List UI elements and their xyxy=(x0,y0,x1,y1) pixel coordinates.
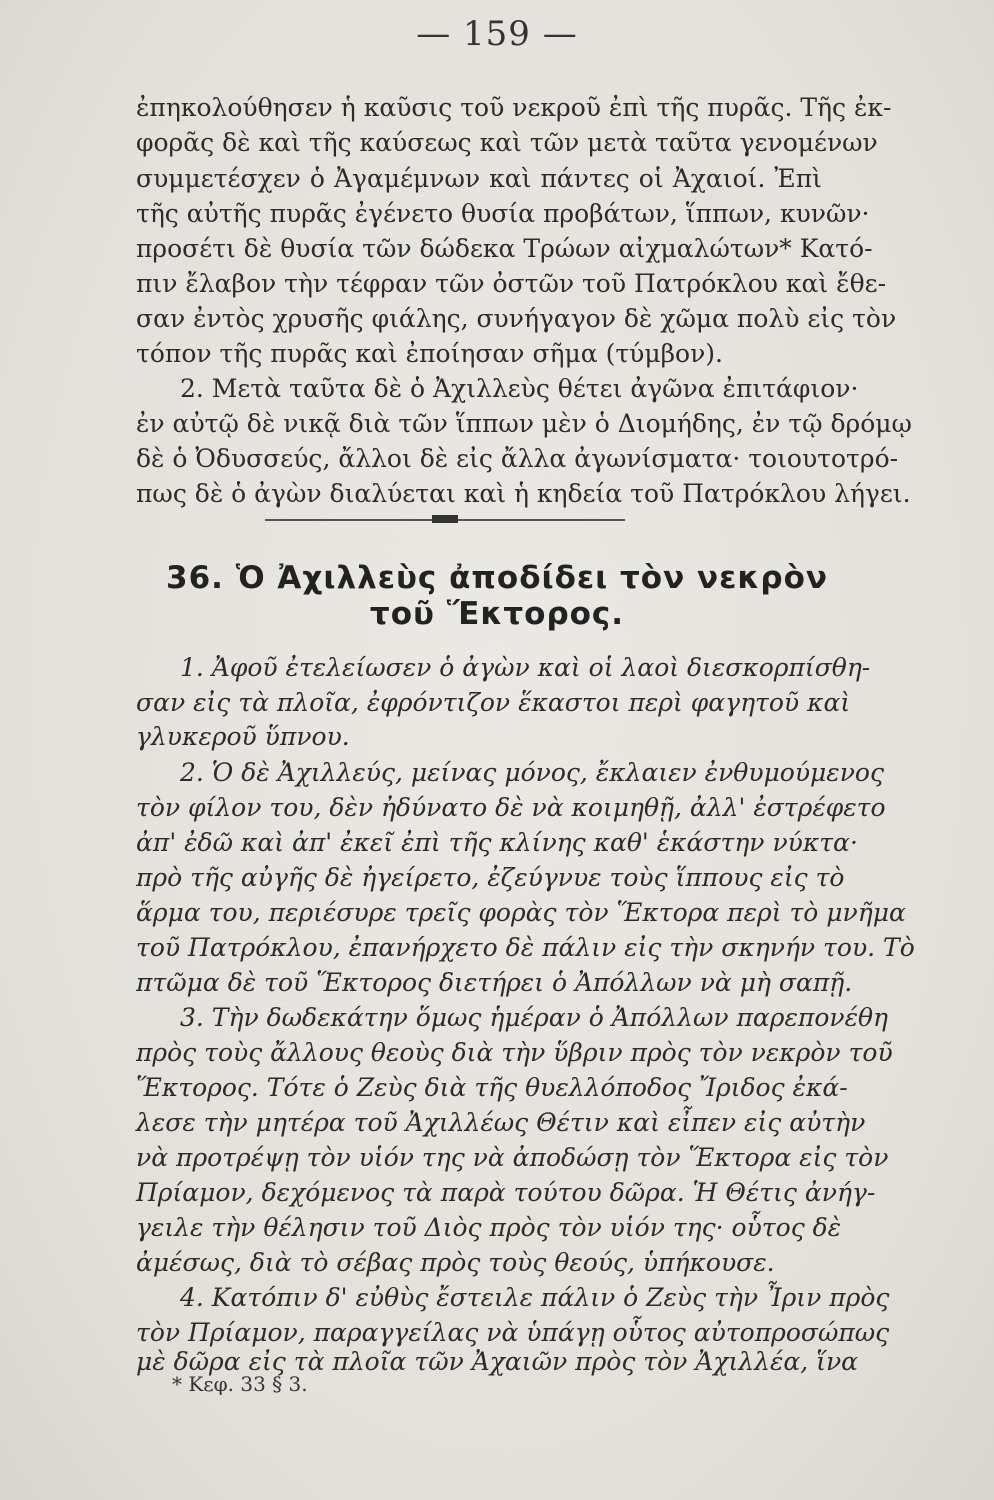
text-line: συμμετέσχεν ὁ Ἀγαμέμνων καὶ πάντες οἱ Ἀχαιοί. Ἐπὶ xyxy=(136,164,822,193)
divider-ornament xyxy=(432,515,458,523)
text-line: γειλε τὴν θέλησιν τοῦ Διὸς πρὸς τὸν υἱόν της· οὗτος δὲ xyxy=(136,1213,842,1242)
text-line: πιν ἔλαβον τὴν τέφραν τῶν ὀστῶν τοῦ Πατρόκλου καὶ ἔθε- xyxy=(136,269,887,298)
text-line: σαν ἐντὸς χρυσῆς φιάλης, συνήγαγον δὲ χῶμα πολὺ εἰς τὸν xyxy=(136,304,897,333)
text-line: προσέτι δὲ θυσία τῶν δώδεκα Τρώων αἰχμαλώτων* Κατό- xyxy=(136,234,873,263)
text-line: πρὸ τῆς αὐγῆς δὲ ἠγείρετο, ἐζεύγνυε τοὺς ἵππους εἰς τὸ xyxy=(136,863,845,892)
page-number: — 159 — xyxy=(416,14,578,54)
text-line: γλυκεροῦ ὕπνου. xyxy=(136,722,350,751)
text-line: τῆς αὐτῆς πυρᾶς ἐγένετο θυσία προβάτων, ἵππων, κυνῶν· xyxy=(136,199,870,228)
text-line: 2. Μετὰ ταῦτα δὲ ὁ Ἀχιλλεὺς θέτει ἀγῶνα ἐπιτάφιον· xyxy=(180,374,859,403)
section-heading-line-2: τοῦ Ἕκτορος. xyxy=(369,596,625,632)
text-line: 3. Τὴν δωδεκάτην ὅμως ἡμέραν ὁ Ἀπόλλων παρεπονέθη xyxy=(180,1003,889,1032)
text-line: ἐπηκολούθησεν ἡ καῦσις τοῦ νεκροῦ ἐπὶ τῆς πυρᾶς. Τῆς ἐκ- xyxy=(136,93,892,122)
text-line: 1. Ἀφοῦ ἐτελείωσεν ὁ ἀγὼν καὶ οἱ λαοὶ διεσκορπίσθη- xyxy=(180,653,871,682)
text-line: φορᾶς δὲ καὶ τῆς καύσεως καὶ τῶν μετὰ ταῦτα γενομένων xyxy=(136,128,878,157)
text-line: τὸν φίλον του, δὲν ἠδύνατο δὲ νὰ κοιμηθῇ, ἀλλ' ἐστρέφετο xyxy=(136,793,886,822)
text-line: πως δὲ ὁ ἀγὼν διαλύεται καὶ ἡ κηδεία τοῦ Πατρόκλου λήγει. xyxy=(136,479,911,508)
text-line: ἅρμα του, περιέσυρε τρεῖς φορὰς τὸν Ἕκτορα περὶ τὸ μνῆμα xyxy=(136,898,906,927)
text-line: τὸν Πρίαμον, παραγγείλας νὰ ὑπάγῃ οὗτος αὐτοπροσώπως xyxy=(136,1318,890,1347)
text-line: τοῦ Πατρόκλου, ἐπανήρχετο δὲ πάλιν εἰς τὴν σκηνήν του. Τὸ xyxy=(136,933,915,962)
text-line: τόπον τῆς πυρᾶς καὶ ἐποίησαν σῆμα (τύμβον). xyxy=(136,339,723,368)
section-heading-line-1: 36. Ὁ Ἀχιλλεὺς ἀποδίδει τὸν νεκρὸν xyxy=(166,560,828,596)
text-line: δὲ ὁ Ὀδυσσεύς, ἄλλοι δὲ εἰς ἄλλα ἀγωνίσματα· τοιουτοτρό- xyxy=(136,444,899,473)
text-line: ἀπ' ἐδῶ καὶ ἀπ' ἐκεῖ ἐπὶ τῆς κλίνης καθ' ἑκάστην νύκτα· xyxy=(136,828,858,857)
text-line: Ἕκτορος. Τότε ὁ Ζεὺς διὰ τῆς θυελλόποδος Ἴριδος ἐκά- xyxy=(136,1073,848,1102)
footnote: * Κεφ. 33 § 3. xyxy=(172,1372,308,1396)
text-line: πτῶμα δὲ τοῦ Ἕκτορος διετήρει ὁ Ἀπόλλων νὰ μὴ σαπῇ. xyxy=(136,968,853,997)
text-line: ἀμέσως, διὰ τὸ σέβας πρὸς τοὺς θεούς, ὑπήκουσε. xyxy=(136,1248,775,1277)
text-line: σαν εἰς τὰ πλοῖα, ἐφρόντιζον ἕκαστοι περὶ φαγητοῦ καὶ xyxy=(136,688,851,717)
text-line: Πρίαμον, δεχόμενος τὰ παρὰ τούτου δῶρα. Ἡ Θέτις ἀνήγ- xyxy=(136,1178,876,1207)
text-line: 4. Κατόπιν δ' εὐθὺς ἔστειλε πάλιν ὁ Ζεὺς τὴν Ἶριν πρὸς xyxy=(180,1283,890,1312)
text-line: μὲ δῶρα εἰς τὰ πλοῖα τῶν Ἀχαιῶν πρὸς τὸν Ἀχιλλέα, ἵνα xyxy=(136,1347,859,1376)
text-line: ἐν αὐτῷ δὲ νικᾷ διὰ τῶν ἵππων μὲν ὁ Διομήδης, ἐν τῷ δρόμῳ xyxy=(136,409,912,438)
text-line: νὰ προτρέψῃ τὸν υἱόν της νὰ ἀποδώσῃ τὸν Ἕκτορα εἰς τὸν xyxy=(136,1143,889,1172)
text-line: 2. Ὁ δὲ Ἀχιλλεύς, μείνας μόνος, ἔκλαιεν ἐνθυμούμενος xyxy=(180,758,884,787)
text-line: πρὸς τοὺς ἄλλους θεοὺς διὰ τὴν ὕβριν πρὸς τὸν νεκρὸν τοῦ xyxy=(136,1038,893,1067)
text-line: λεσε τὴν μητέρα τοῦ Ἀχιλλέως Θέτιν καὶ εἶπεν εἰς αὐτὴν xyxy=(136,1108,866,1137)
